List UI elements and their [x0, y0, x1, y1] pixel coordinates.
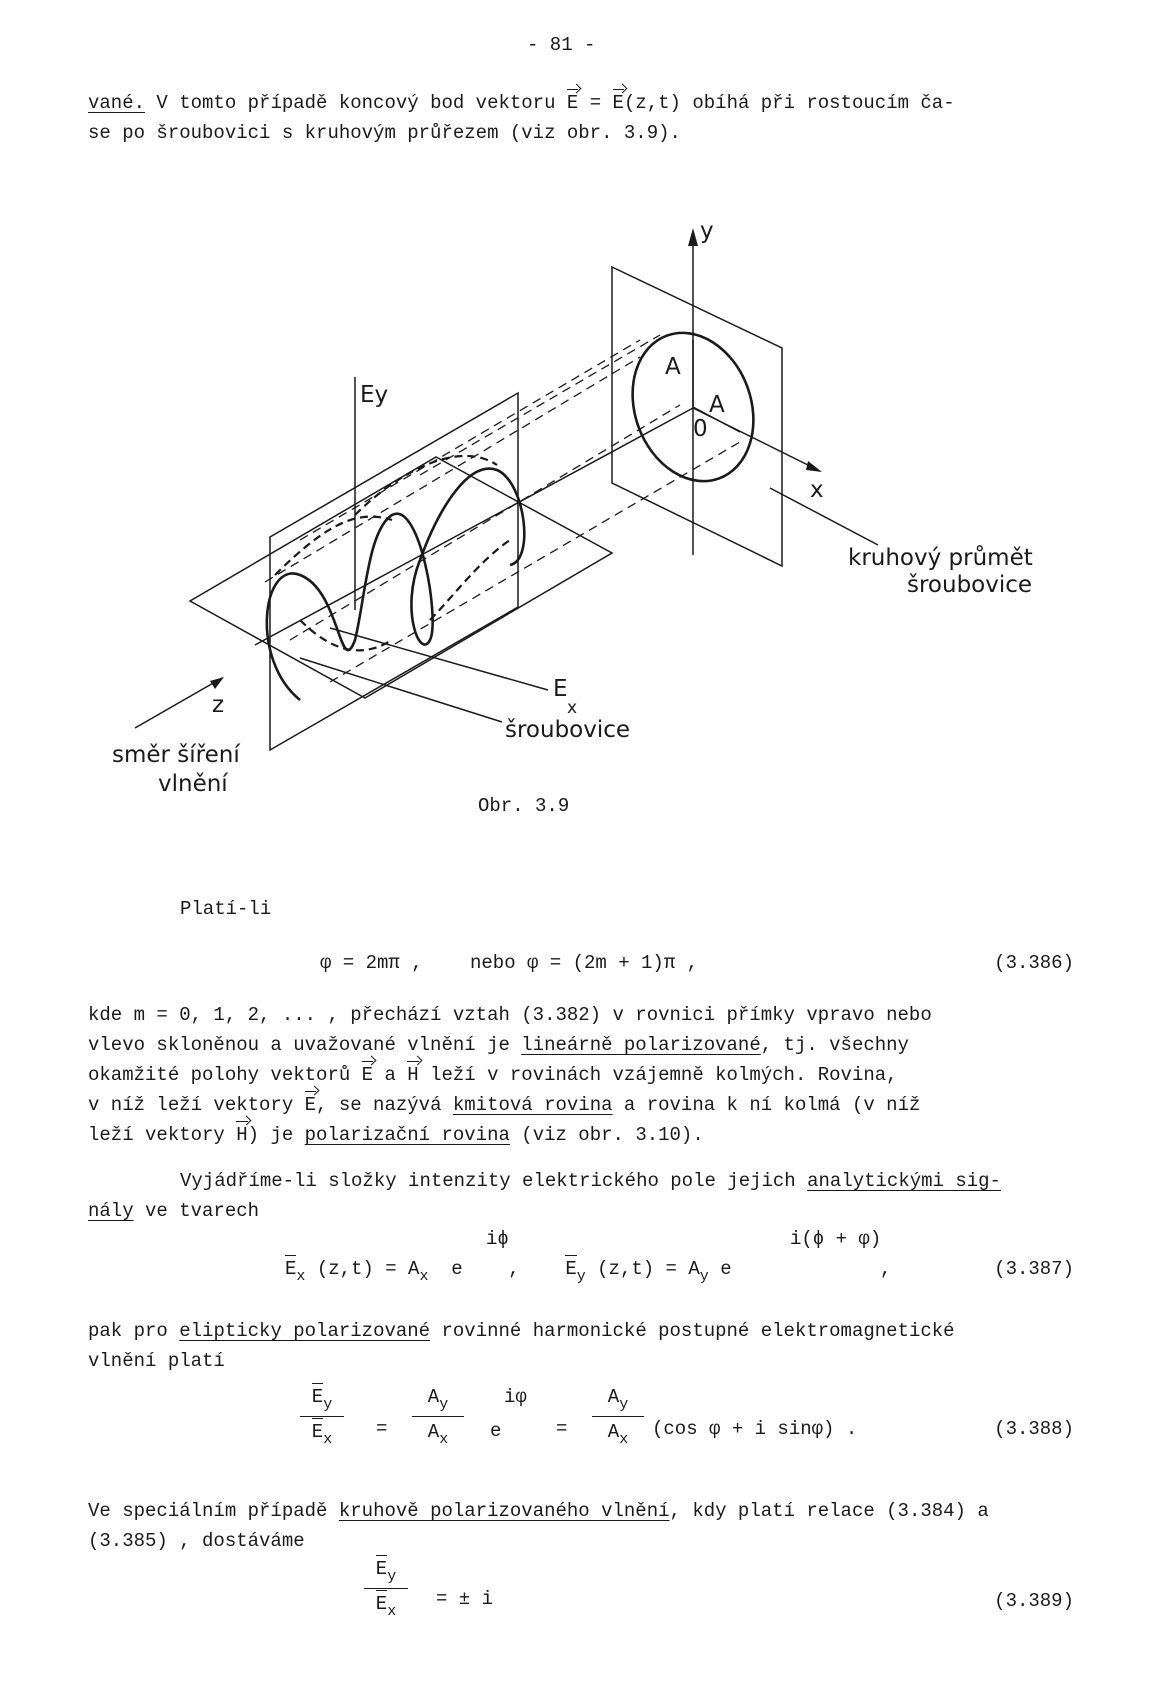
sub: x	[619, 1431, 629, 1448]
p1-line-3	[88, 1064, 898, 1086]
vertical-plane	[270, 393, 518, 750]
fraction-ey-ex	[364, 1558, 408, 1620]
sub: y	[576, 1268, 586, 1285]
e-bar: E	[285, 1258, 297, 1280]
sub: x	[323, 1431, 333, 1448]
circle-pointer	[770, 488, 878, 545]
x-arrow-icon	[806, 461, 822, 472]
y-label: y	[700, 218, 714, 244]
sub: x	[296, 1268, 306, 1285]
text: e	[451, 1258, 463, 1280]
text: (z,t) = A	[597, 1258, 700, 1280]
x-label: x	[810, 477, 824, 503]
cos-sin-term: (cos φ + i sinφ) .	[652, 1418, 858, 1440]
plati-li: Platí-li	[180, 898, 272, 920]
text: Ve speciálním případě	[88, 1500, 328, 1522]
equals: =	[589, 92, 602, 114]
equals: =	[556, 1418, 568, 1440]
fraction-ay-ax	[412, 1386, 464, 1448]
text: e	[720, 1258, 732, 1280]
text: A	[607, 1386, 620, 1408]
p1-line-4	[88, 1094, 920, 1116]
eqno-386: (3.386)	[994, 952, 1074, 974]
vector-e: E	[612, 92, 624, 114]
p1-line-2	[88, 1034, 909, 1056]
z-label: z	[212, 692, 225, 718]
z-direction-line	[135, 678, 225, 728]
p3-line-2: vlnění platí	[88, 1350, 225, 1372]
fraction-ay-ax	[592, 1386, 644, 1448]
text: okamžité polohy vektorů	[88, 1064, 351, 1086]
sub: y	[619, 1396, 629, 1413]
sub: x	[387, 1603, 397, 1620]
ex-sub-label: x	[567, 698, 578, 718]
text: A	[427, 1421, 440, 1443]
eq-387	[285, 1258, 732, 1285]
circle-label-1: kruhový průmět	[848, 545, 1033, 571]
text: , se nazývá	[316, 1094, 442, 1116]
text: ,	[508, 1258, 520, 1280]
text: (viz obr. 3.10).	[521, 1124, 704, 1146]
sub: y	[699, 1268, 709, 1285]
exp-2: i(ϕ + φ)	[790, 1228, 882, 1250]
term-analytic-signals: analytickými sig-	[807, 1170, 1001, 1192]
circle-label-2: šroubovice	[907, 572, 1033, 598]
args: (z,t)	[623, 92, 681, 114]
text: a	[384, 1064, 396, 1086]
e-bar: E	[375, 1593, 388, 1615]
intro-text: obíhá při rostoucím ča-	[692, 92, 955, 114]
page-number: - 81 -	[527, 34, 596, 56]
direction-label-1: směr šíření	[112, 742, 240, 768]
sub: y	[323, 1396, 333, 1413]
p2-line-2	[88, 1200, 259, 1222]
p3-line-1	[88, 1320, 955, 1342]
plus-minus-i: = ± i	[436, 1588, 494, 1610]
text: A	[427, 1386, 440, 1408]
intro-line-2: se po šroubovici s kruhovým průřezem (viz obr. 3.9).	[88, 122, 681, 144]
ey-label: Ey	[360, 382, 389, 408]
text: ve tvarech	[145, 1200, 260, 1222]
p2-line-1	[180, 1170, 1001, 1192]
direction-label-2: vlnění	[158, 771, 228, 797]
exp-1: iϕ	[486, 1228, 509, 1250]
text: leží v rovinách vzájemně kolmých. Rovina,	[430, 1064, 898, 1086]
sub: y	[439, 1396, 449, 1413]
term-analytic-signals: nály	[88, 1200, 134, 1222]
text: vlevo skloněnou a uvažované vlnění je	[88, 1034, 510, 1056]
e-bar: E	[375, 1558, 388, 1580]
origin-label: 0	[693, 416, 708, 442]
text: , tj. všechny	[760, 1034, 909, 1056]
horizontal-plane	[190, 457, 612, 698]
p4-line-1	[88, 1500, 989, 1522]
ex-label: E	[553, 676, 568, 702]
e-exponent: iφ	[504, 1386, 527, 1408]
intro-line-1	[88, 92, 955, 114]
ex-pointer	[330, 628, 548, 690]
eqno-387: (3.387)	[994, 1258, 1074, 1280]
vector-h: H	[407, 1064, 419, 1086]
text: leží vektory	[88, 1124, 225, 1146]
e-bar: E	[311, 1386, 324, 1408]
helix-figure	[0, 200, 1152, 820]
helix-label: šroubovice	[505, 717, 631, 743]
text: a rovina k ní kolmá (v níž	[623, 1094, 921, 1116]
eq-386-b: nebo φ = (2m + 1)π ,	[470, 952, 699, 974]
term-oscillation-plane: kmitová rovina	[452, 1094, 613, 1116]
p1-line-5	[88, 1124, 704, 1146]
term-elliptic: elipticky polarizované	[179, 1320, 431, 1342]
figure-caption: Obr. 3.9	[478, 795, 570, 817]
term-polarization-plane: polarizační rovina	[304, 1124, 510, 1146]
text: (z,t) = A	[316, 1258, 420, 1280]
e-bar: E	[311, 1421, 324, 1443]
eq-386-a: φ = 2mπ ,	[320, 952, 423, 974]
text: ) je	[247, 1124, 294, 1146]
eqno-388: (3.388)	[994, 1418, 1074, 1440]
vector-h: H	[236, 1124, 248, 1146]
e-bar: E	[565, 1258, 577, 1280]
sub: x	[439, 1431, 449, 1448]
term-circular: kruhově polarizovaného vlnění	[338, 1500, 670, 1522]
fraction-ey-ex	[300, 1386, 344, 1448]
term-linear: lineárně polarizované	[521, 1034, 761, 1056]
z-arrow-icon	[210, 677, 224, 689]
vector-e: E	[566, 92, 579, 114]
p1-line-1: kde m = 0, 1, 2, ... , přechází vztah (3.382) v rovnici přímky vpravo nebo	[88, 1004, 932, 1026]
y-arrow-icon	[688, 228, 698, 246]
text: A	[607, 1421, 620, 1443]
text: rovinné harmonické postupné elektromagnetické	[441, 1320, 955, 1342]
intro-word: vané.	[88, 92, 146, 114]
vector-e: E	[361, 1064, 374, 1086]
text: , kdy platí relace (3.384) a	[669, 1500, 989, 1522]
equals: =	[376, 1418, 388, 1440]
text: Vyjádříme-li složky intenzity elektrického pole jejich	[180, 1170, 796, 1192]
text: pak pro	[88, 1320, 168, 1342]
eqno-389: (3.389)	[994, 1590, 1074, 1612]
text: v níž leží vektory	[88, 1094, 294, 1116]
intro-text: V tomto případě koncový bod vektoru	[156, 92, 556, 114]
e-base: e	[490, 1420, 502, 1442]
eq-387-end: ,	[880, 1258, 892, 1280]
a-top-label: A	[665, 354, 681, 380]
p4-line-2: (3.385) , dostáváme	[88, 1530, 305, 1552]
sub: y	[387, 1568, 397, 1585]
sub: x	[419, 1268, 429, 1285]
a-mid-label: A	[709, 392, 725, 418]
vector-e: E	[304, 1094, 317, 1116]
